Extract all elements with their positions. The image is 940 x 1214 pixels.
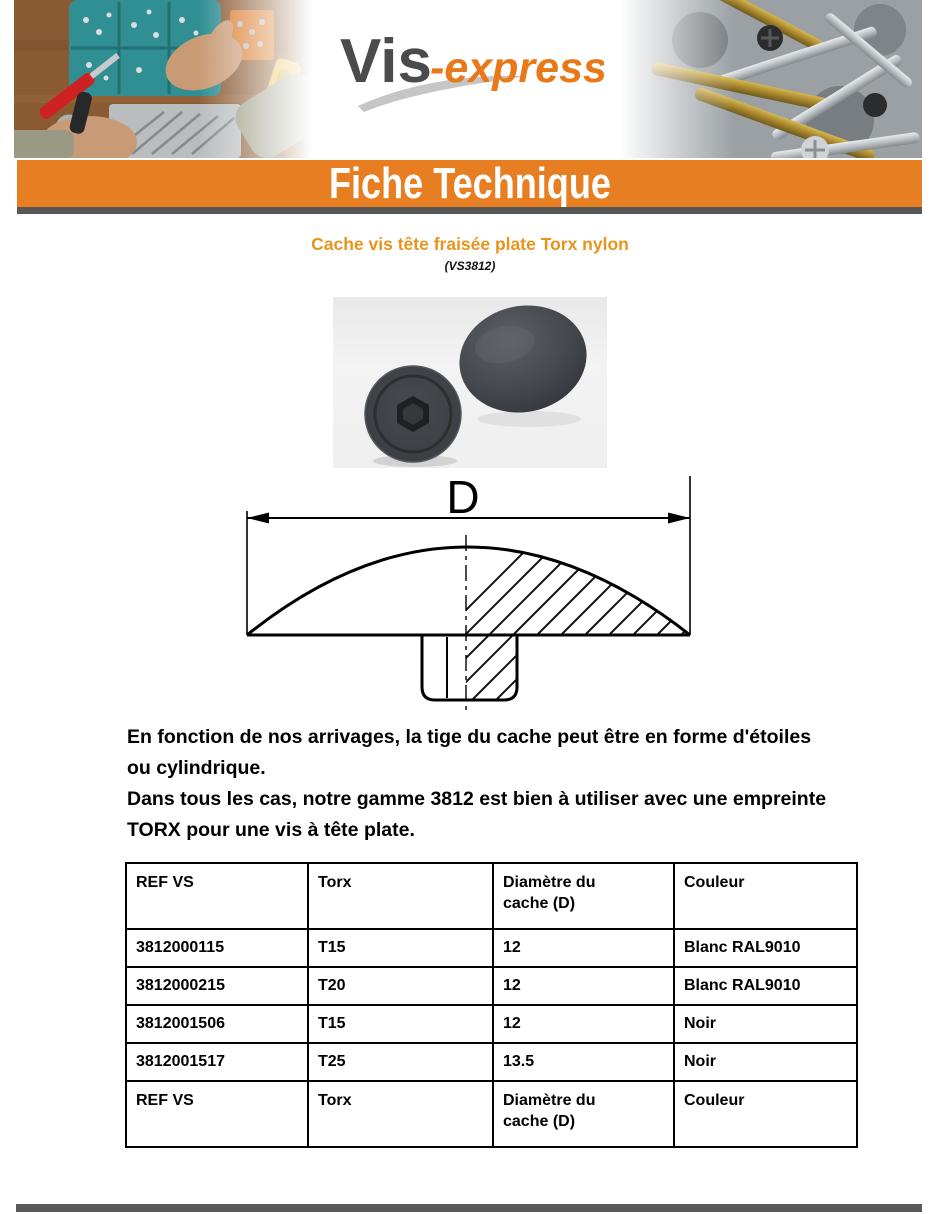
cell-ref: 3812000215 — [126, 967, 308, 1005]
page-bottom-bar — [16, 1204, 922, 1212]
cell-torx: T25 — [308, 1043, 493, 1081]
header-torx: Torx — [308, 863, 493, 929]
product-reference: (VS3812) — [444, 259, 496, 273]
table-header-row — [126, 863, 857, 929]
product-photo — [333, 297, 607, 468]
cell-couleur: Noir — [674, 1043, 857, 1081]
cell-diametre: 12 — [493, 929, 674, 967]
cell-diametre: 13.5 — [493, 1043, 674, 1081]
table-row — [126, 1043, 857, 1081]
description-paragraph-1: En fonction de nos arrivages, la tige du cache peut être en forme d'étoiles ou cylindrique. — [127, 726, 812, 779]
technical-diagram — [233, 473, 703, 718]
description-paragraph-2: Dans tous les cas, notre gamme 3812 est bien à utiliser avec une empreinte TORX pour une vis à tête plate. — [127, 788, 827, 841]
header-diametre: Diamètre du cache (D) — [493, 863, 674, 929]
cell-diametre: 12 — [493, 967, 674, 1005]
table-footer-header-row — [126, 1081, 857, 1147]
vis-express-logo — [336, 18, 604, 130]
header-couleur: Couleur — [674, 863, 857, 929]
pile-of-screws-illustration — [620, 0, 922, 158]
header-ref: REF VS — [126, 863, 308, 929]
cell-couleur: Blanc RAL9010 — [674, 929, 857, 967]
cell-ref: 3812001517 — [126, 1043, 308, 1081]
footer-header-diametre: Diamètre du cache (D) — [493, 1081, 674, 1147]
product-title: Cache vis tête fraisée plate Torx nylon — [311, 234, 629, 254]
nylon-cap-photo-illustration — [333, 297, 607, 468]
cell-ref: 3812000115 — [126, 929, 308, 967]
description-block — [127, 722, 827, 846]
cell-couleur: Blanc RAL9010 — [674, 967, 857, 1005]
banner-underbar — [17, 207, 922, 214]
footer-header-couleur: Couleur — [674, 1081, 857, 1147]
left-header-photo — [14, 0, 312, 158]
table-row — [126, 967, 857, 1005]
footer-header-torx: Torx — [308, 1081, 493, 1147]
cell-diametre: 12 — [493, 1005, 674, 1043]
banner-title: Fiche Technique — [328, 158, 611, 208]
hands-sorting-screws-illustration — [14, 0, 312, 158]
cell-torx: T15 — [308, 929, 493, 967]
footer-header-ref: REF VS — [126, 1081, 308, 1147]
fiche-technique-banner — [17, 160, 922, 207]
cell-torx: T15 — [308, 1005, 493, 1043]
table-row — [126, 929, 857, 967]
cell-couleur: Noir — [674, 1005, 857, 1043]
table-row — [126, 1005, 857, 1043]
vis-express-logo-art — [336, 18, 604, 130]
cell-ref: 3812001506 — [126, 1005, 308, 1043]
right-header-photo — [620, 0, 922, 158]
logo-text-accent: -express — [430, 44, 604, 92]
cell-torx: T20 — [308, 967, 493, 1005]
cap-cross-section-drawing — [233, 473, 703, 718]
dimension-label: D — [446, 473, 480, 523]
logo-text-dark: Vis — [340, 27, 432, 96]
spec-table — [125, 862, 858, 1148]
